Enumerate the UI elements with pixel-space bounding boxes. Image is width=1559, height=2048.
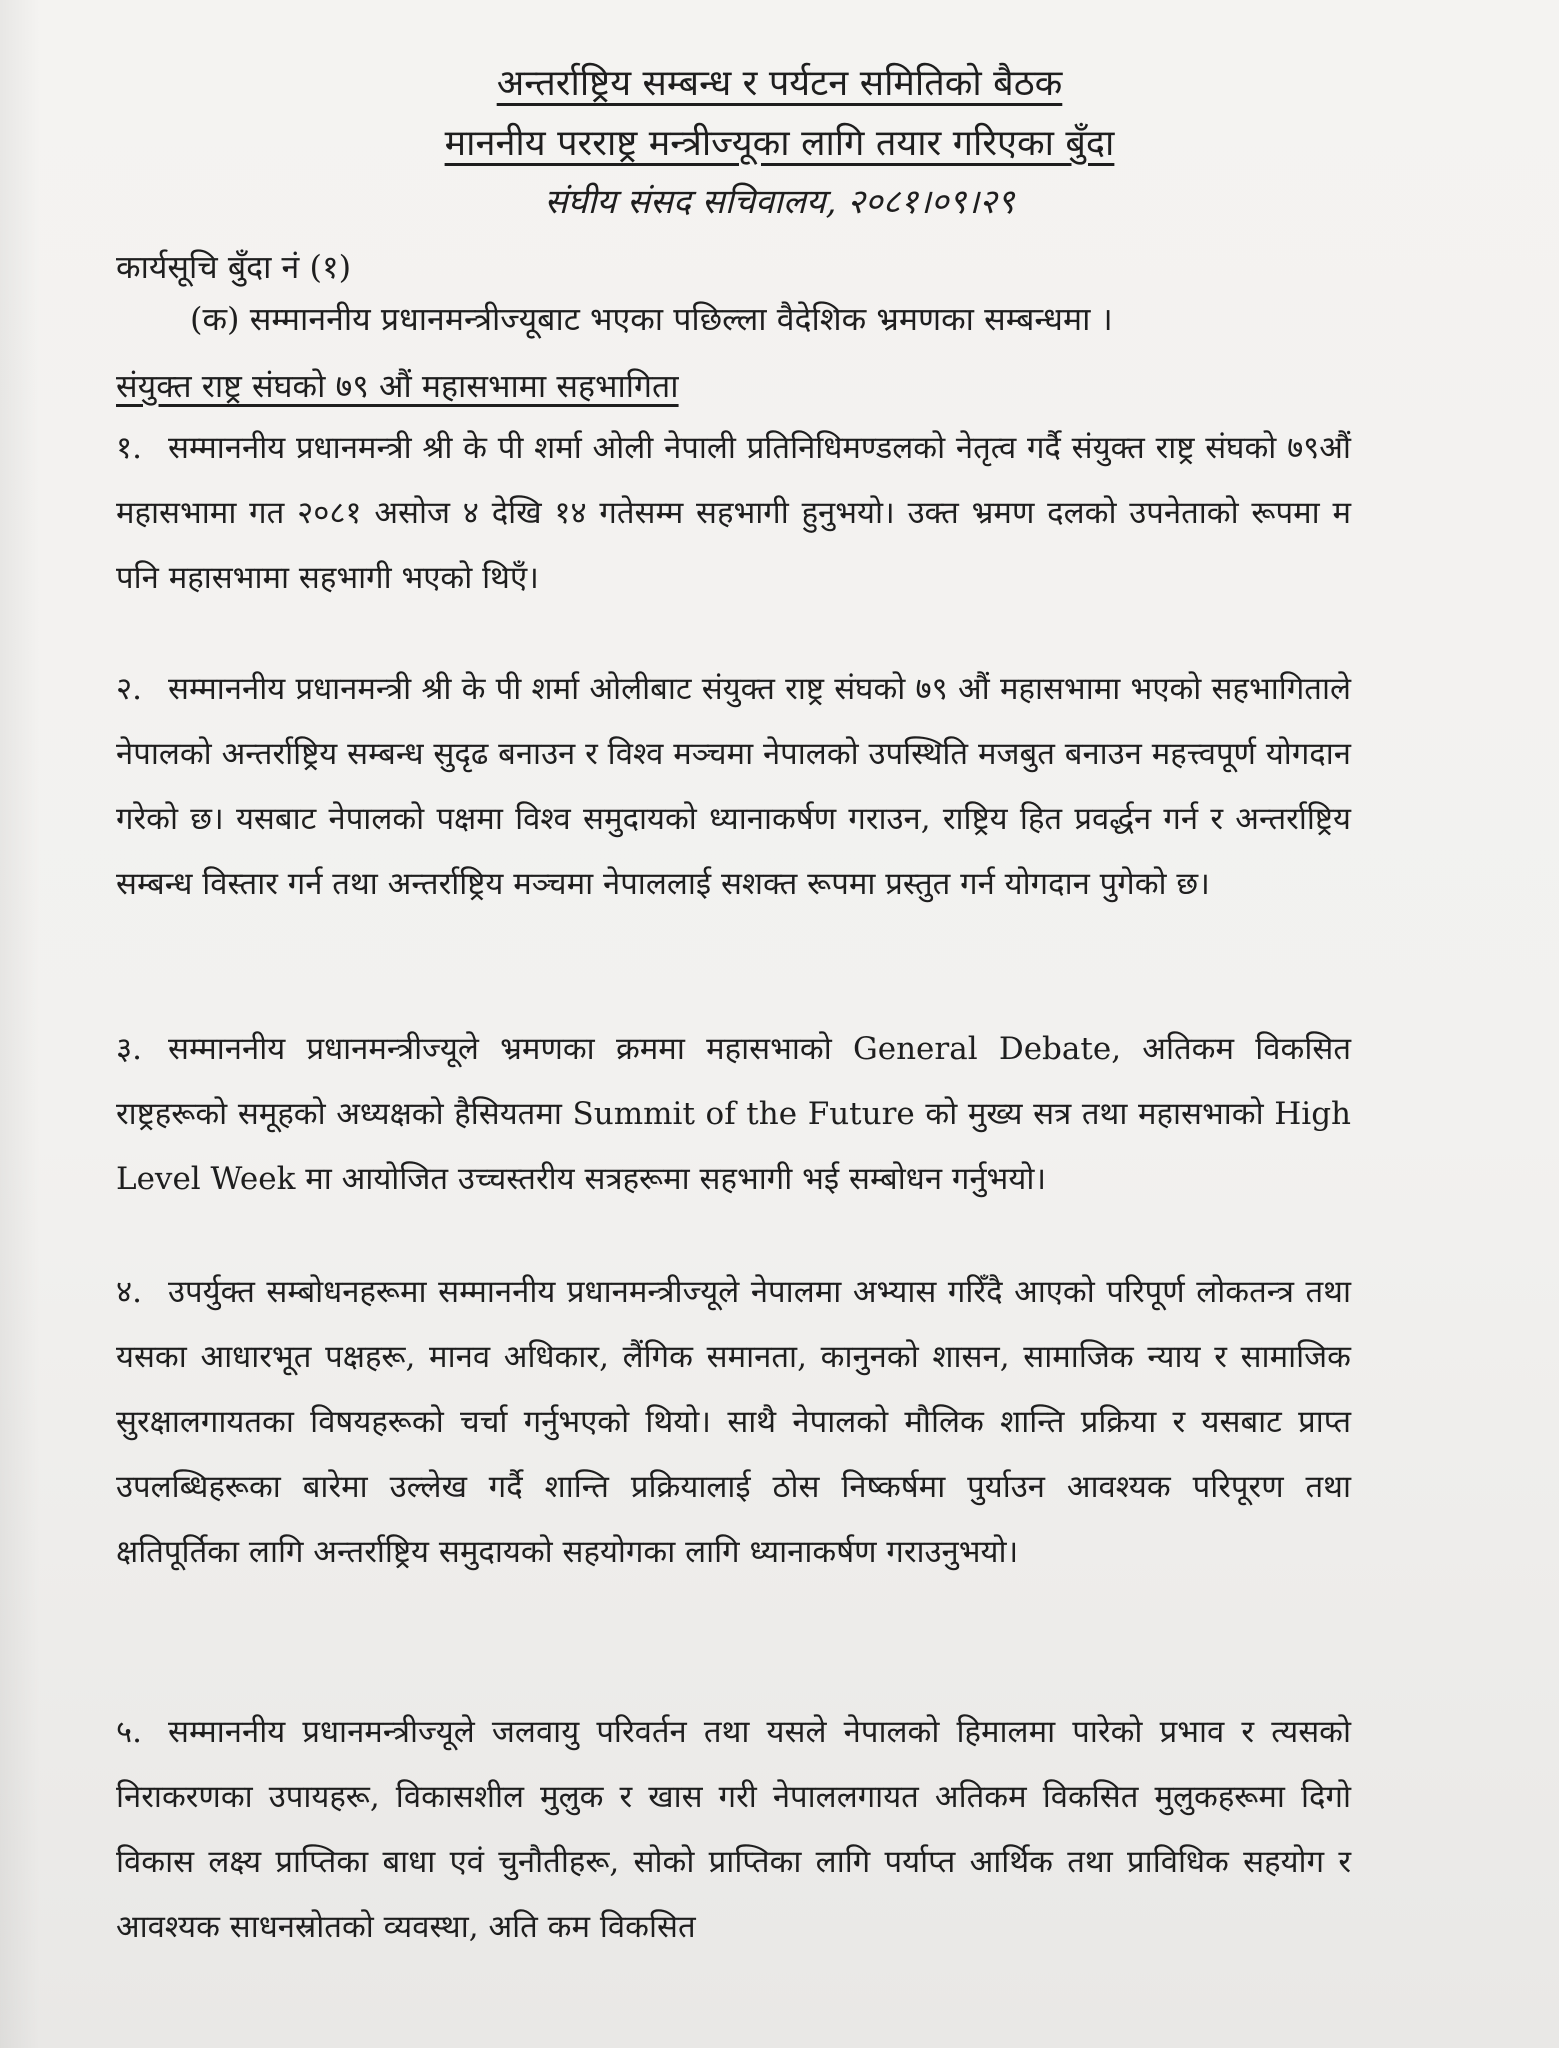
paragraph-number: ३. xyxy=(116,1031,142,1067)
paragraph-number: ४. xyxy=(116,1274,142,1310)
section-title: संयुक्त राष्ट्र संघको ७९ औं महासभामा सहभागिता xyxy=(116,367,679,405)
paragraph-number: २. xyxy=(116,671,142,707)
paragraph-number: १. xyxy=(116,430,142,466)
paragraph-5 xyxy=(116,1700,1351,2000)
agenda-title: कार्यसूचि बुँदा नं (१) xyxy=(116,248,352,286)
paragraph-text: सम्माननीय प्रधानमन्त्रीज्यूले जलवायु परिवर्तन तथा यसले नेपालको हिमालमा पारेको प्रभाव र त्यसको निराकरणका उपायहरू, विकासशील मुलुक र खास गरी नेपाललगायत अतिकम विकसित मुलुकहरूमा दिगो विकास लक्ष्य प्राप्तिका बाधा एवं चुनौतीहरू, सोको प्राप्तिका लागि पर्याप्त आर्थिक तथा प्राविधिक सहयोग र आवश्यक साधनस्रोतको व्यवस्था, अति कम विकसित xyxy=(116,1714,1351,1945)
paragraph-3 xyxy=(116,1017,1351,1217)
paragraph-number: ५. xyxy=(116,1714,142,1750)
paragraph-1 xyxy=(116,416,1351,616)
paragraph-2 xyxy=(116,657,1351,987)
sub-agenda-item: (क) सम्माननीय प्रधानमन्त्रीज्यूबाट भएका पछिल्ला वैदेशिक भ्रमणका सम्बन्धमा । xyxy=(190,300,1113,338)
page-shadow xyxy=(0,0,40,2048)
document-office-date: संघीय संसद सचिवालय, २०८१।०९।२९ xyxy=(544,182,1015,222)
paragraph-text: सम्माननीय प्रधानमन्त्री श्री के पी शर्मा ओली नेपाली प्रतिनिधिमण्डलको नेतृत्व गर्दै संयुक्त राष्ट्र संघको ७९औं महासभामा गत २०८१ असोज ४ देखि १४ गतेसम्म सहभागी हुनुभयो। उक्त भ्रमण दलको उपनेताको रूपमा म पनि महासभामा सहभागी भएको थिएँ। xyxy=(116,430,1351,596)
paragraph-text: सम्माननीय प्रधानमन्त्रीज्यूले भ्रमणका क्रममा महासभाको General Debate, अतिकम विकसित राष्ट्रहरूको समूहको अध्यक्षको हैसियतमा Summit of the Future को मुख्य सत्र तथा महासभाको High Level Week मा आयोजित उच्चस्तरीय सत्रहरूमा सहभागी भई सम्बोधन गर्नुभयो। xyxy=(116,1031,1351,1197)
document-subtitle: माननीय परराष्ट्र मन्त्रीज्यूका लागि तयार गरिएका बुँदा xyxy=(444,123,1115,164)
paragraph-text: सम्माननीय प्रधानमन्त्री श्री के पी शर्मा ओलीबाट संयुक्त राष्ट्र संघको ७९ औं महासभामा भएको सहभागिताले नेपालको अन्तर्राष्ट्रिय सम्बन्ध सुदृढ बनाउन र विश्व मञ्चमा नेपालको उपस्थिति मजबुत बनाउन महत्त्वपूर्ण योगदान गरेको छ। यसबाट नेपालको पक्षमा विश्व समुदायको ध्यानाकर्षण गराउन, राष्ट्रिय हित प्रवर्द्धन गर्न र अन्तर्राष्ट्रिय सम्बन्ध विस्तार गर्न तथा अन्तर्राष्ट्रिय मञ्चमा नेपाललाई सशक्त रूपमा प्रस्तुत गर्न योगदान पुगेको छ। xyxy=(116,671,1351,902)
paragraph-text: उपर्युक्त सम्बोधनहरूमा सम्माननीय प्रधानमन्त्रीज्यूले नेपालमा अभ्यास गरिँदै आएको परिपूर्ण लोकतन्त्र तथा यसका आधारभूत पक्षहरू, मानव अधिकार, लैंगिक समानता, कानुनको शासन, सामाजिक न्याय र सामाजिक सुरक्षालगायतका विषयहरूको चर्चा गर्नुभएको थियो। साथै नेपालको मौलिक शान्ति प्रक्रिया र यसबाट प्राप्त उपलब्धिहरूका बारेमा उल्लेख गर्दै शान्ति प्रक्रियालाई ठोस निष्कर्षमा पुर्याउन आवश्यक परिपूरण तथा क्षतिपूर्तिका लागि अन्तर्राष्ट्रिय समुदायको सहयोगका लागि ध्यानाकर्षण गराउनुभयो। xyxy=(116,1274,1351,1570)
paragraph-4 xyxy=(116,1260,1351,1660)
document-title: अन्तर्राष्ट्रिय सम्बन्ध र पर्यटन समितिको बैठक xyxy=(496,63,1063,104)
